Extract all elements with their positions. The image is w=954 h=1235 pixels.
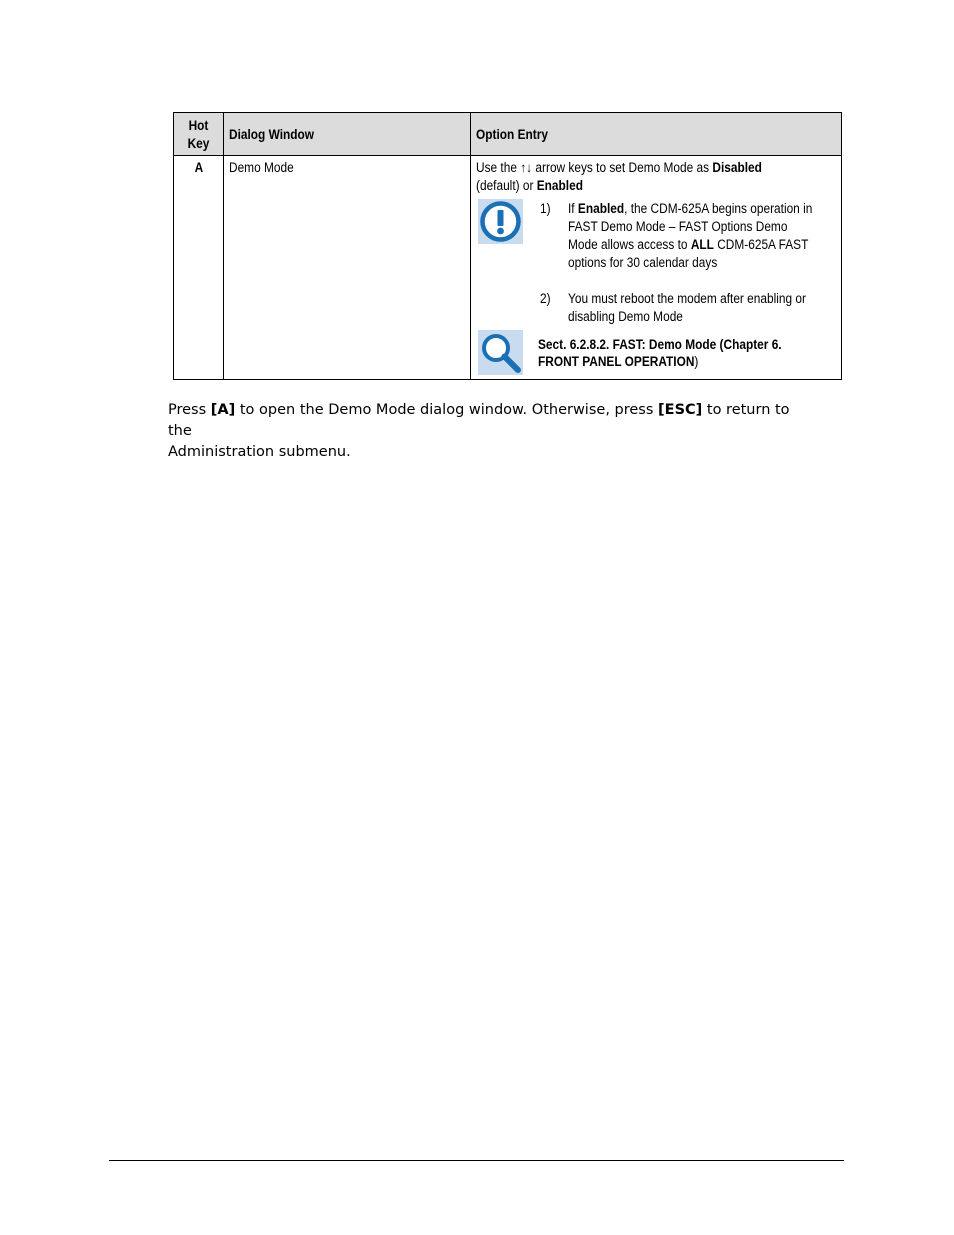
table-row: [174, 156, 842, 380]
cell-option-entry: [471, 156, 842, 380]
reference-line-1: Sect. 6.2.8.2. FAST: Demo Mode (Chapter 6.: [538, 337, 782, 352]
note-1-line-3: Mode allows access to ALL CDM-625A FAST: [568, 237, 809, 252]
magnifier-icon: [478, 330, 523, 380]
note-1-number: 1): [540, 201, 551, 216]
reference-line-2: FRONT PANEL OPERATION): [538, 354, 699, 369]
note-1-line-1: If Enabled, the CDM-625A begins operation in: [568, 201, 813, 216]
cell-dialog-window: Demo Mode: [224, 156, 471, 380]
footer-divider: [109, 1160, 844, 1161]
instruction-paragraph: Press [A] to open the Demo Mode dialog window. Otherwise, press [ESC] to return to the Administration submenu.: [168, 402, 790, 460]
header-option-entry: Option Entry: [471, 113, 842, 156]
table-header-row: [174, 113, 842, 156]
exclamation-icon: [478, 199, 523, 249]
cell-hot-key: A: [174, 156, 224, 380]
option-intro-2: (default) or Enabled: [476, 178, 583, 193]
header-dialog-window: Dialog Window: [224, 113, 471, 156]
option-intro: Use the ↑↓ arrow keys to set Demo Mode as Disabled: [476, 160, 762, 175]
note-1-line-4: options for 30 calendar days: [568, 255, 718, 270]
note-2-line-1: You must reboot the modem after enabling or: [568, 291, 806, 306]
header-hot-key: Hot Key: [174, 113, 224, 156]
note-2-number: 2): [540, 291, 551, 306]
note-2-line-2: disabling Demo Mode: [568, 309, 683, 324]
note-1-line-2: FAST Demo Mode – FAST Options Demo: [568, 219, 788, 234]
hot-key-table: [173, 112, 842, 379]
